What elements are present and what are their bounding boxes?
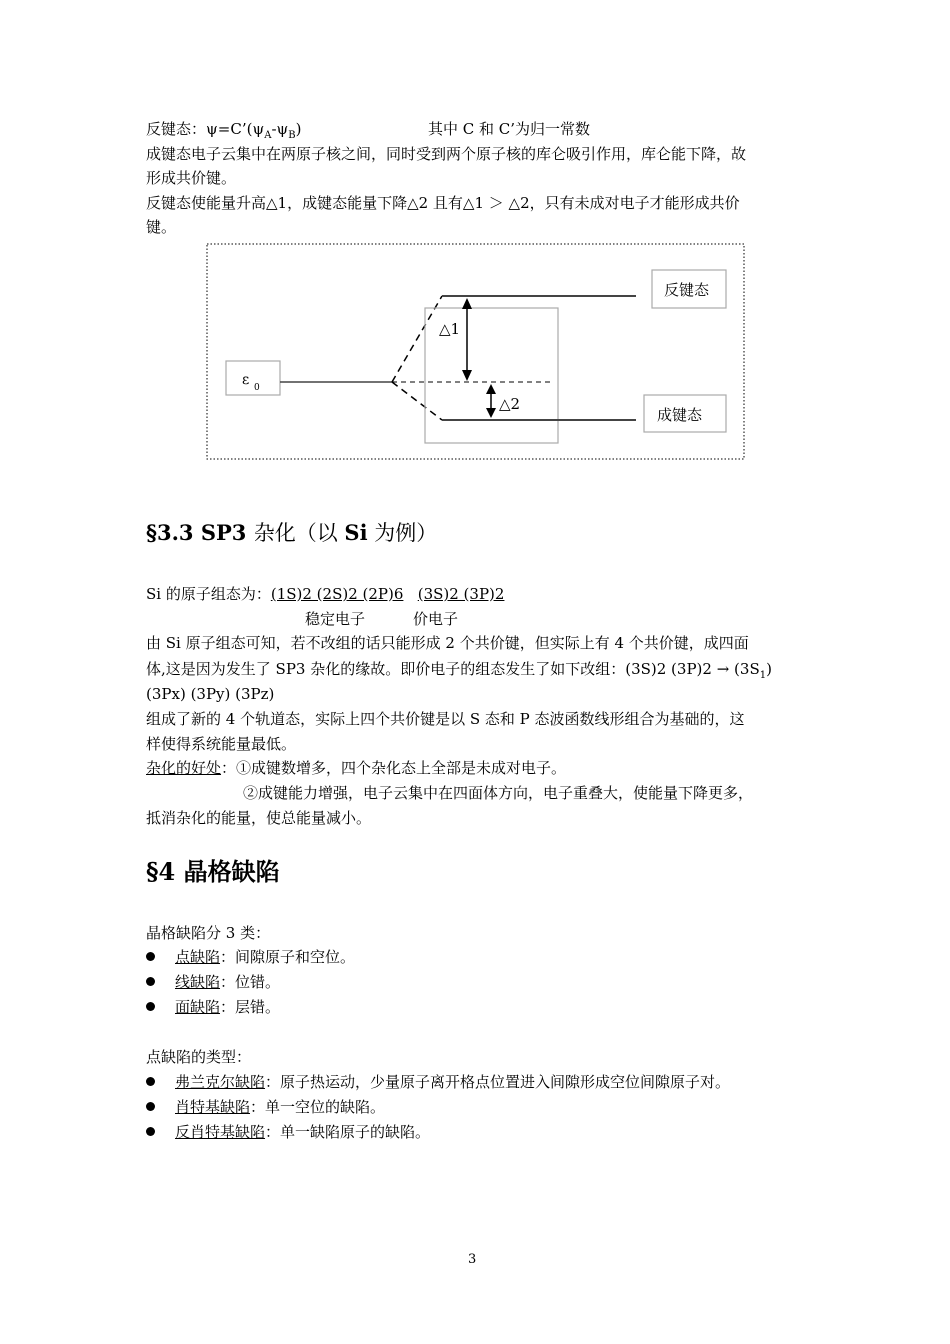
bullet-icon (146, 1002, 155, 1011)
defect-desc: ：层错。 (220, 998, 281, 1016)
bullet-icon (146, 1102, 155, 1111)
benefit-item-2-cont: 抵消杂化的能量，使总能量减小。 (146, 809, 372, 827)
config-line (146, 583, 504, 605)
paragraph-orbitals-line1: 组成了新的 4 个轨道态，实际上四个共价键是以 S 态和 P 态波函数线形组合为基础的，这 (146, 710, 745, 728)
epsilon-subscript: 0 (254, 383, 260, 393)
paragraph-energy-line1: 反键态使能量升高△1，成键态能量下降△2 且有△1 ＞ △2，只有未成对电子才能形成共价 (146, 194, 740, 212)
bond-state-label: 成键态 (657, 406, 703, 424)
delta1-label: △1 (439, 320, 461, 338)
defect-term: 线缺陷 (175, 973, 221, 991)
paragraph-energy-line2: 键。 (146, 218, 177, 236)
benefit-item-1: ①成键数增多，四个杂化态上全部是未成对电子。 (236, 759, 567, 777)
list-item (146, 1096, 385, 1118)
benefits-label: 杂化的好处 (146, 759, 222, 777)
defect-desc: ：位错。 (220, 973, 281, 991)
config-prefix: Si 的原子组态为： (146, 585, 271, 603)
paragraph-orbitals-line2: 样使得系统能量最低。 (146, 735, 297, 753)
formula-close: ) (295, 120, 302, 138)
page-number: 3 (468, 1252, 477, 1267)
antibond-connector (392, 296, 442, 382)
point-defects-intro: 点缺陷的类型： (146, 1048, 252, 1066)
list-item (146, 996, 280, 1018)
point-defect-term: 反肖特基缺陷 (175, 1123, 266, 1141)
bullet-icon (146, 1127, 155, 1136)
delta2-arrowhead-down (486, 408, 496, 418)
section-3-3-cn2: 为例） (367, 521, 438, 545)
point-defect-desc: ：单一空位的缺陷。 (250, 1098, 386, 1116)
defect-term: 点缺陷 (175, 948, 221, 966)
delta2-label: △2 (499, 395, 521, 413)
formula-dash: -ψ (271, 120, 289, 138)
bullet-icon (146, 1077, 155, 1086)
delta1-arrowhead-down (462, 370, 472, 381)
section-3-3-si: Si (344, 520, 368, 545)
stable-electron-label: 稳定电子 (305, 610, 366, 628)
bullet-icon (146, 952, 155, 961)
list-item (146, 1071, 730, 1093)
formula-psi: ψ=C’(ψ (206, 120, 265, 138)
diagram-frame (207, 244, 744, 459)
section-3-3-cn: 杂化（以 (253, 521, 345, 545)
paragraph-sp3-line1: 由 Si 原子组态可知，若不改组的话只能形成 2 个共价键，但实际上有 4 个共价键，成四面 (146, 634, 749, 652)
paragraph-sp3-line3: (3Px) (3Py) (3Pz) (146, 685, 275, 703)
bullet-icon (146, 977, 155, 986)
point-defect-desc: ：原子热运动，少量原子离开格点位置进入间隙形成空位间隙原子对。 (265, 1073, 731, 1091)
list-item (146, 1121, 430, 1143)
defect-term: 面缺陷 (175, 998, 221, 1016)
point-defect-term: 肖特基缺陷 (175, 1098, 251, 1116)
paragraph-bond-line2: 形成共价键。 (146, 169, 237, 187)
paragraph-bond-line1: 成键态电子云集中在两原子核之间，同时受到两个原子核的库仑吸引作用，库仑能下降，故 (146, 145, 747, 163)
epsilon-box (226, 361, 280, 395)
delta2-arrowhead-up (486, 384, 496, 394)
subscript-b: B (288, 130, 296, 141)
section-3-3-heading (146, 517, 437, 547)
defect-desc: ：间隙原子和空位。 (220, 948, 356, 966)
benefit-item-2: ②成键能力增强，电子云集中在四面体方向，电子重叠大，使能量下降更多， (243, 784, 754, 802)
point-defect-term: 弗兰克尔缺陷 (175, 1073, 266, 1091)
bond-connector (392, 382, 442, 420)
subscript-1: 1 (759, 670, 767, 681)
antibond-label: 反键态： (146, 120, 207, 138)
config-valence: (3S)2 (3P)2 (417, 585, 505, 603)
benefits-line1 (146, 757, 566, 779)
delta1-arrowhead-up (462, 298, 472, 309)
paragraph-sp3-line2-text: 体,这是因为发生了 SP3 杂化的缘故。即价电子的组态发生了如下改组：(3S)2 (3P)2 → (3S (146, 660, 760, 678)
point-defect-desc: ：单一缺陷原子的缺陷。 (265, 1123, 431, 1141)
section-4-heading: §4 晶格缺陷 (146, 857, 280, 886)
antibond-state-label: 反键态 (664, 281, 710, 299)
energy-level-diagram (206, 243, 746, 461)
subscript-a: A (264, 130, 272, 141)
section-3-3-number: §3.3 SP3 (146, 520, 247, 545)
config-core: (1S)2 (2S)2 (2P)6 (270, 585, 404, 603)
list-item (146, 971, 280, 993)
benefits-colon: ： (221, 759, 237, 777)
normalization-note: 其中 C 和 C’为归一常数 (428, 120, 591, 138)
list-item (146, 946, 355, 968)
valence-electron-label: 价电子 (413, 610, 459, 628)
paragraph-sp3-line2-end: ) (766, 660, 772, 678)
epsilon-label: ε (242, 372, 250, 388)
defects-intro: 晶格缺陷分 3 类： (146, 924, 271, 942)
